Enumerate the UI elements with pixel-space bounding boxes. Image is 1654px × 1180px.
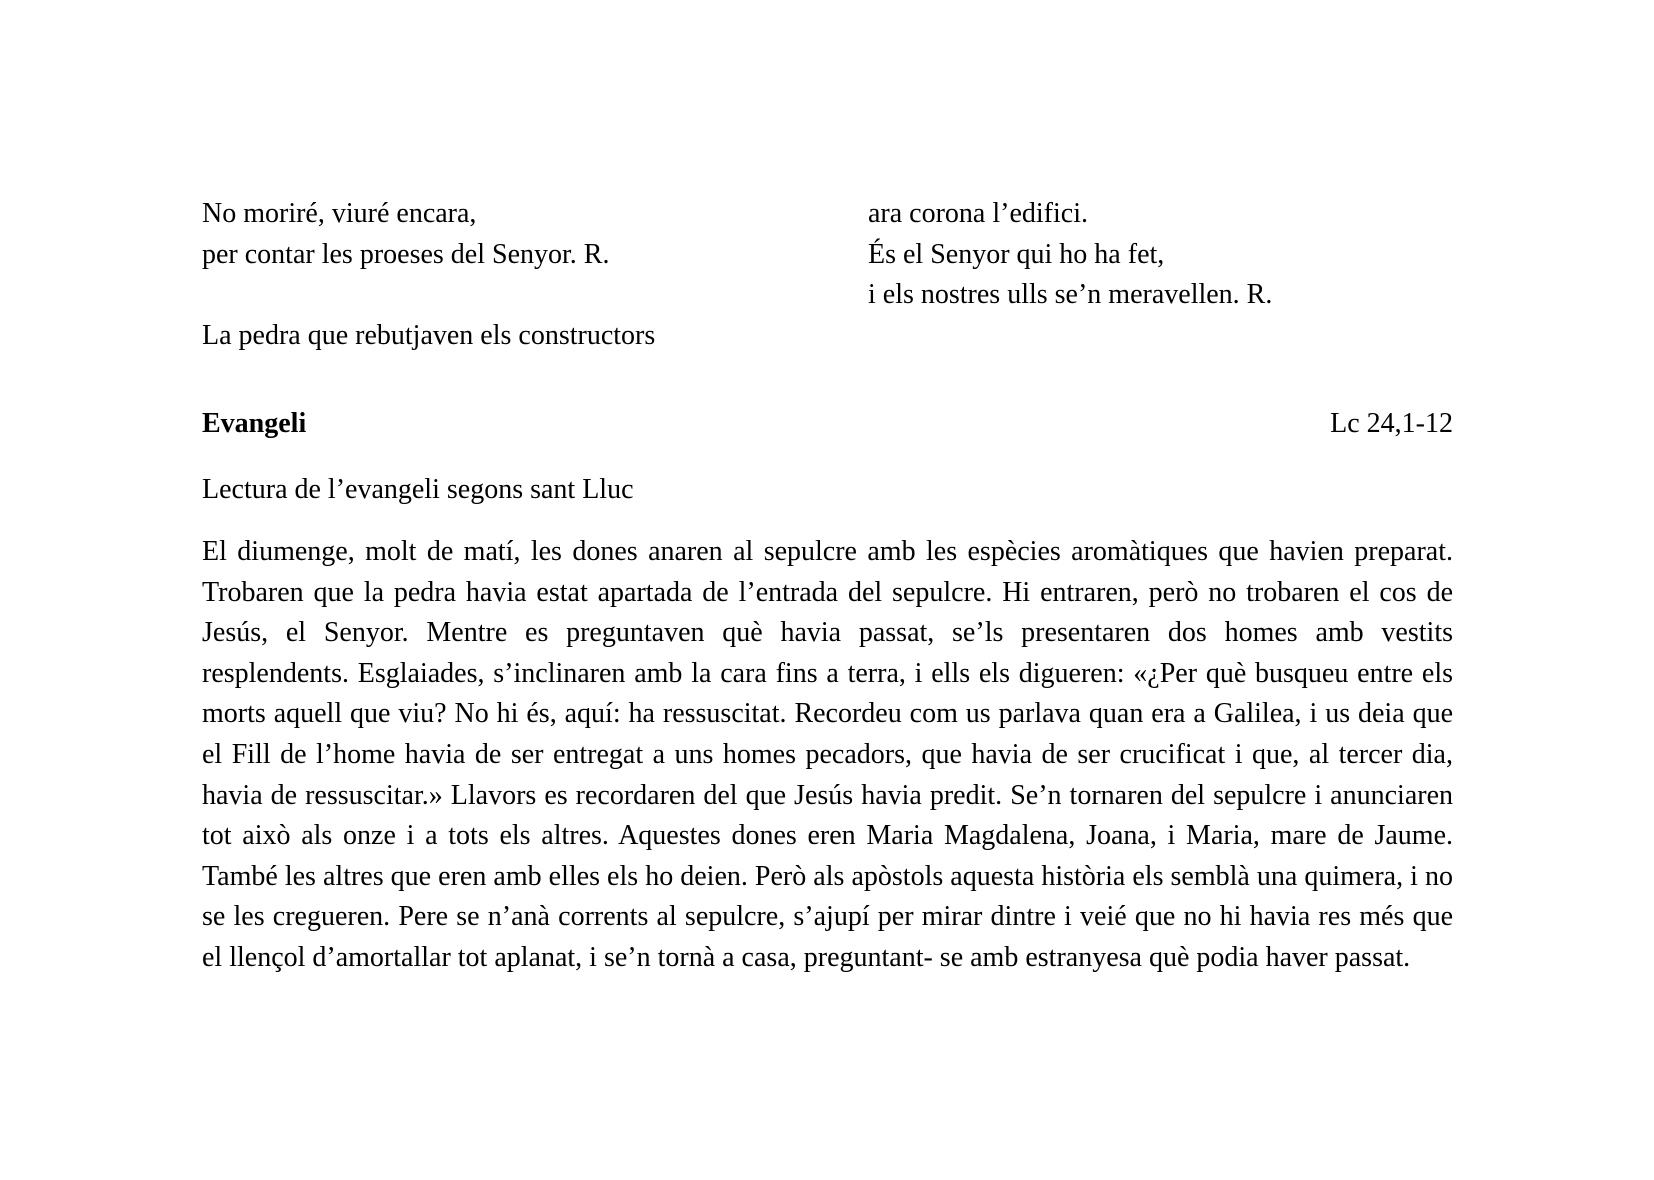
gospel-body-paragraph: El diumenge, molt de matí, les dones anaren al sepulcre amb les espècies aromàtiques que havien preparat. Trobaren que la pedra havia estat apartada de l’entrada del sepulcre. Hi entraren, però no trobaren el cos de Jesús, el Senyor. Mentre es preguntaven què havia passat, se’ls presentaren dos homes amb vestits resplendents. Esglaiades, s’inclinaren amb la cara fins a terra, i ells els digueren: «¿Per què busqueu entre els morts aquell que viu? No hi és, aquí: ha ressuscitat. Recordeu com us parlava quan era a Galilea, i us deia que el Fill de l’home havia de ser entregat a uns homes pecadors, que havia de ser crucificat i que, al tercer dia, havia de ressuscitar.» Llavors es recordaren del que Jesús havia predit. Se’n tornaren del sepulcre i anunciaren tot això als onze i a tots els altres. Aquestes dones eren Maria Magdalena, Joana, i Maria, mare de Jaume. També les altres que eren amb elles els ho deien. Però als apòstols aquesta història els semblà una quimera, i no se les cregueren. Pere se n’anà corrents al sepulcre, s’ajupí per mirar dintre i veié que no hi havia res més que el llençol d’amortallar tot aplanat, i se’n tornà a casa, preguntant- se amb estranyesa què podia haver passat. — [202, 536, 1453, 973]
psalm-line: ara corona l’edifici. — [868, 198, 1088, 229]
psalm-line: És el Senyor qui ho ha fet, — [868, 238, 1165, 270]
psalm-stanza-line: La pedra que rebutjaven els constructors — [202, 319, 656, 351]
psalm-line: per contar les proeses del Senyor. R. — [202, 238, 610, 270]
gospel-heading: Evangeli — [202, 408, 307, 439]
gospel-heading-row — [202, 404, 1453, 445]
psalm-line: i els nostres ulls se’n meravellen. R. — [868, 279, 1273, 311]
psalm-line: No moriré, viuré encara, — [202, 198, 477, 229]
psalm-left-column — [202, 194, 609, 275]
psalm-right-column — [868, 194, 1272, 316]
gospel-scripture-reference: Lc 24,1-12 — [1330, 408, 1453, 439]
gospel-source-line: Lectura de l’evangeli segons sant Lluc — [202, 474, 634, 505]
